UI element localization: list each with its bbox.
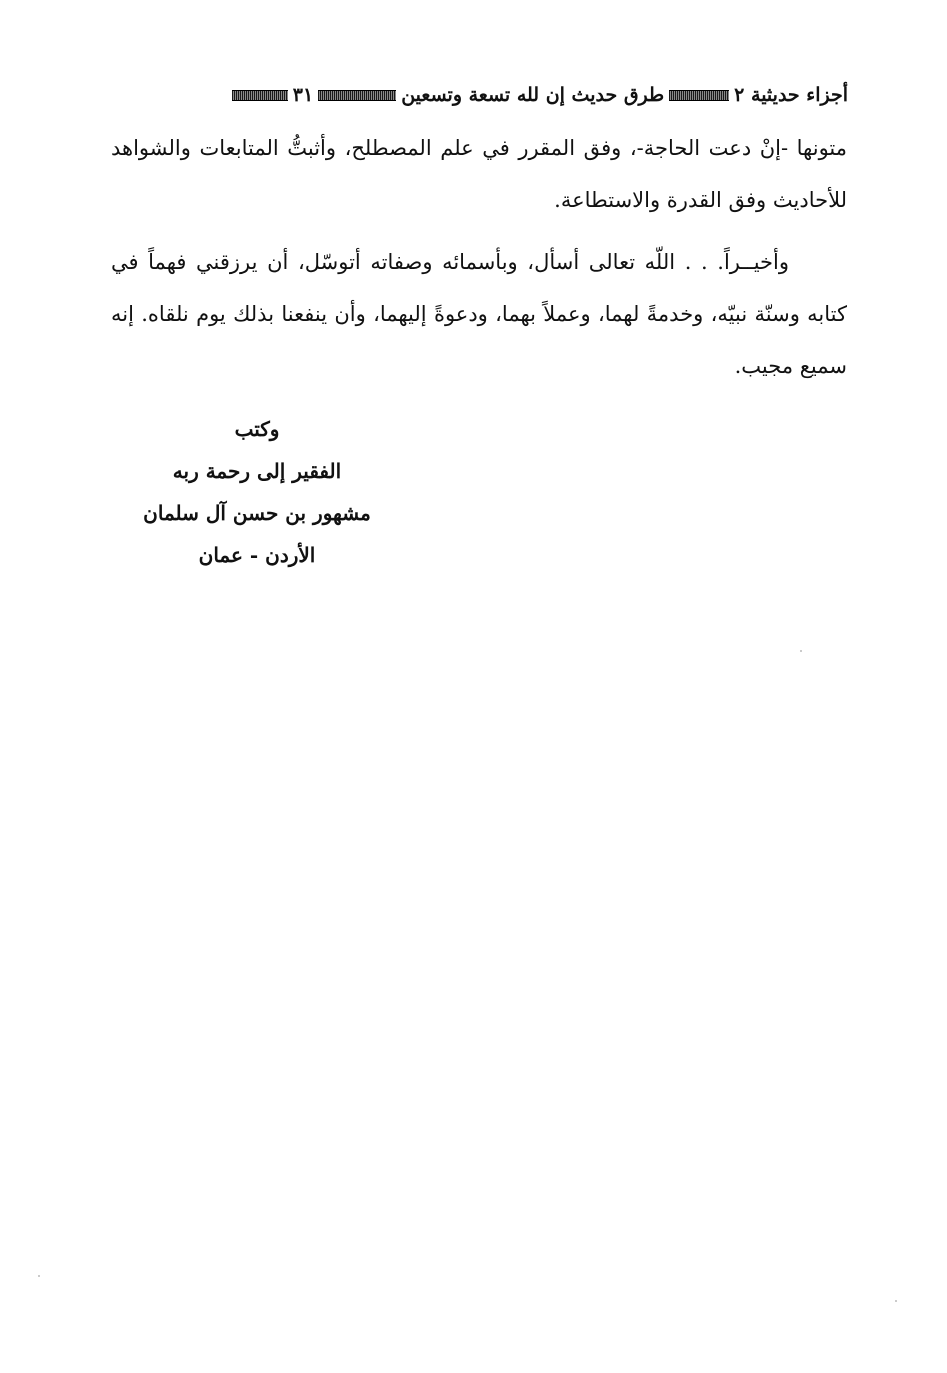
author-location: الأردن - عمان [198,543,316,567]
signature-line-humble: الفقير إلى رحمة ربه [172,459,342,483]
running-header [112,78,848,112]
header-ornament-bar [669,90,729,101]
signature-block [112,408,402,576]
author-name: مشهور بن حسن آل سلمان [143,501,371,525]
paragraph-2: وأخيــراً. . . اللّه تعالى أسأل، وبأسمائه وصفاته أتوسّل، أن يرزقني فهماً في كتابه وسنّة نبيّه، وخدمةً لهما، وعملاً بهما، ودعوةً إليهما، وأن ينفعنا بذلك يوم نلقاه. إنه سميع مجيب. [111,250,847,378]
scan-speck [800,650,802,652]
scan-speck [38,1275,40,1277]
paragraph-1: متونها -إنْ دعت الحاجة-، وفق المقرر في علم المصطلح، وأثبتُّ المتابعات والشواهد للأحاديث وفق القدرة والاستطاعة. [111,136,847,212]
page-number: ٣١ [292,84,314,106]
signature-line-wrote: وكتب [234,417,280,441]
section-title: طرق حديث إن لله تسعة وتسعين [401,84,665,106]
header-ornament-bar [232,90,288,101]
scan-speck [895,1300,897,1302]
book-title: أجزاء حديثية ٢ [734,84,848,106]
header-ornament-bar [318,90,396,101]
